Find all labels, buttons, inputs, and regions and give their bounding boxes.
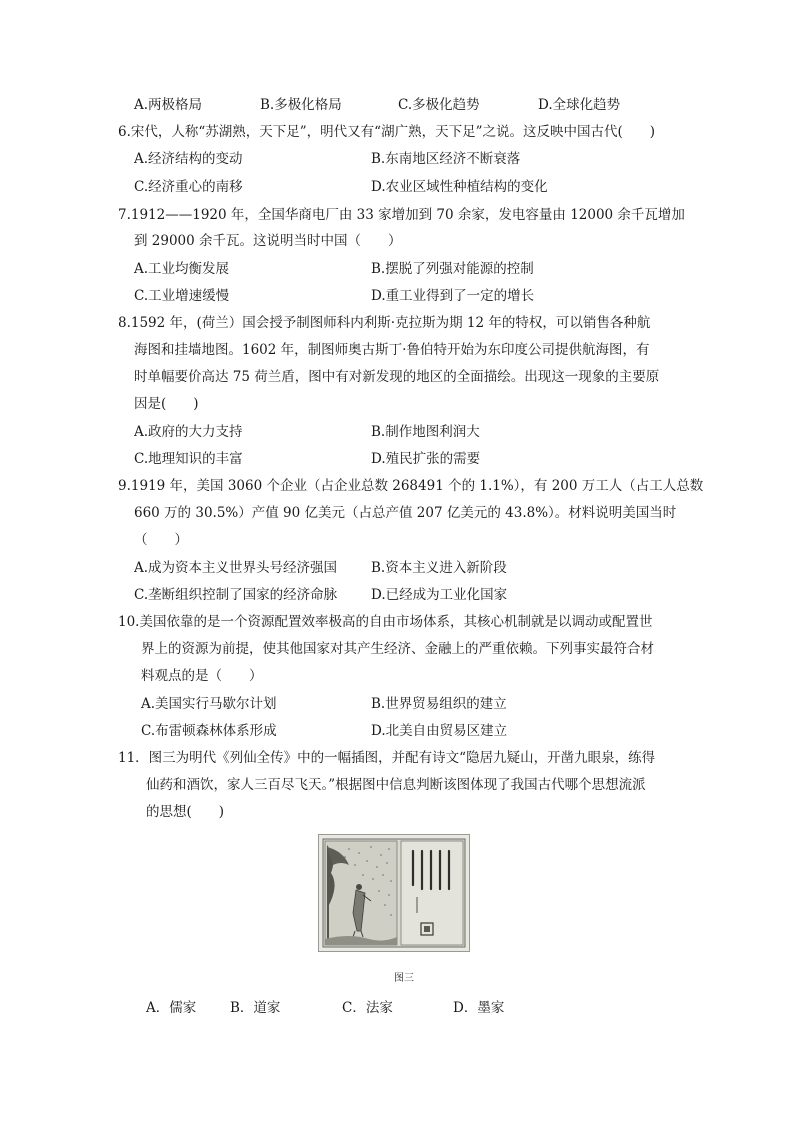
- q7-stem-line-1: 7.1912——1920 年，全国华商电厂由 33 家增加到 70 余家，发电容量由 12000 余千瓦增加: [118, 207, 685, 223]
- q8-stem-line-1: 8.1592 年，(荷兰）国会授予制图师科内利斯·克拉斯为期 12 年的特权，可以销售各种航: [118, 315, 651, 331]
- q8-option-c: C.地理知识的丰富: [134, 451, 243, 467]
- q10-stem-line-3: 料观点的是（ ）: [141, 668, 263, 684]
- q8-stem-line-2: 海图和挂墙地图。1602 年，制图师奥古斯丁·鲁伯特开始为东印度公司提供航海图，有: [134, 342, 650, 358]
- q9-stem-line-2: 660 万的 30.5%）产值 90 亿美元（占总产值 207 亿美元的 43.8%）。材料说明美国当时: [134, 505, 677, 521]
- q10-option-b: B.世界贸易组织的建立: [371, 696, 507, 712]
- q7-option-c: C.工业增速缓慢: [134, 288, 230, 304]
- q9-option-d: D.已经成为工业化国家: [371, 587, 508, 603]
- q10-stem-line-2: 界上的资源为前提，使其他国家对其产生经济、金融上的严重依赖。下列事实最符合材: [141, 641, 654, 657]
- q10-stem-line-1: 10.美国依靠的是一个资源配置效率极高的自由市场体系，其核心机制就是以调动或配置世: [118, 614, 653, 630]
- q8-stem-line-4: 因是( ): [134, 396, 199, 412]
- q5-option-c: C.多极化趋势: [398, 97, 480, 113]
- q5-option-d: D.全球化趋势: [538, 97, 621, 113]
- figure-caption: 图三: [394, 973, 414, 984]
- q10-option-a: A.美国实行马歇尔计划: [141, 696, 277, 712]
- q11-stem-line-1: 11．图三为明代《列仙全传》中的一幅插图，并配有诗文“隐居九疑山，开凿九眼泉，练得: [118, 750, 656, 766]
- q9-stem-line-1: 9.1919 年，美国 3060 个企业（占企业总数 268491 个的 1.1%），有 200 万工人（占工人总数: [118, 478, 704, 494]
- q7-option-b: B.摆脱了列强对能源的控制: [371, 261, 534, 277]
- q5-option-b: B.多极化格局: [260, 97, 342, 113]
- q6-option-d: D.农业区域性种植结构的变化: [371, 179, 548, 195]
- q9-stem-line-3: （ ）: [134, 532, 188, 548]
- immortal-illustration: [319, 835, 469, 951]
- q11-option-c: C．法家: [342, 1000, 393, 1016]
- q10-option-c: C.布雷顿森林体系形成: [141, 723, 277, 739]
- q11-option-b: B．道家: [230, 1000, 281, 1016]
- q11-stem-line-2: 仙药和酒饮，家人三百尽飞天。”根据图中信息判断该图体现了我国古代哪个思想流派: [146, 777, 646, 793]
- q10-option-d: D.北美自由贸易区建立: [371, 723, 508, 739]
- q6-stem: 6.宋代，人称“苏湖熟，天下足”，明代又有“湖广熟，天下足”之说。这反映中国古代( ): [118, 124, 656, 140]
- q6-option-a: A.经济结构的变动: [134, 151, 243, 167]
- q8-option-d: D.殖民扩张的需要: [371, 451, 481, 467]
- q8-option-b: B.制作地图利润大: [371, 424, 480, 440]
- q7-option-d: D.重工业得到了一定的增长: [371, 288, 535, 304]
- q9-option-b: B.资本主义进入新阶段: [371, 560, 507, 576]
- q5-option-a: A.两极格局: [134, 97, 203, 113]
- q8-stem-line-3: 时单幅要价高达 75 荷兰盾，图中有对新发现的地区的全面描绘。出现这一现象的主要原: [134, 369, 660, 385]
- q11-option-a: A．儒家: [146, 1000, 197, 1016]
- q9-option-c: C.垄断组织控制了国家的经济命脉: [134, 587, 338, 603]
- q8-option-a: A.政府的大力支持: [134, 424, 243, 440]
- q6-option-b: B.东南地区经济不断衰落: [371, 151, 521, 167]
- q11-stem-line-3: 的思想( ): [146, 804, 225, 820]
- q11-option-d: D．墨家: [453, 1000, 505, 1016]
- q9-option-a: A.成为资本主义世界头号经济强国: [134, 560, 338, 576]
- q6-option-c: C.经济重心的南移: [134, 179, 243, 195]
- illustration-image: [318, 834, 470, 952]
- q7-option-a: A.工业均衡发展: [134, 261, 230, 277]
- q7-stem-line-2: 到 29000 余千瓦。这说明当时中国（ ）: [134, 233, 402, 249]
